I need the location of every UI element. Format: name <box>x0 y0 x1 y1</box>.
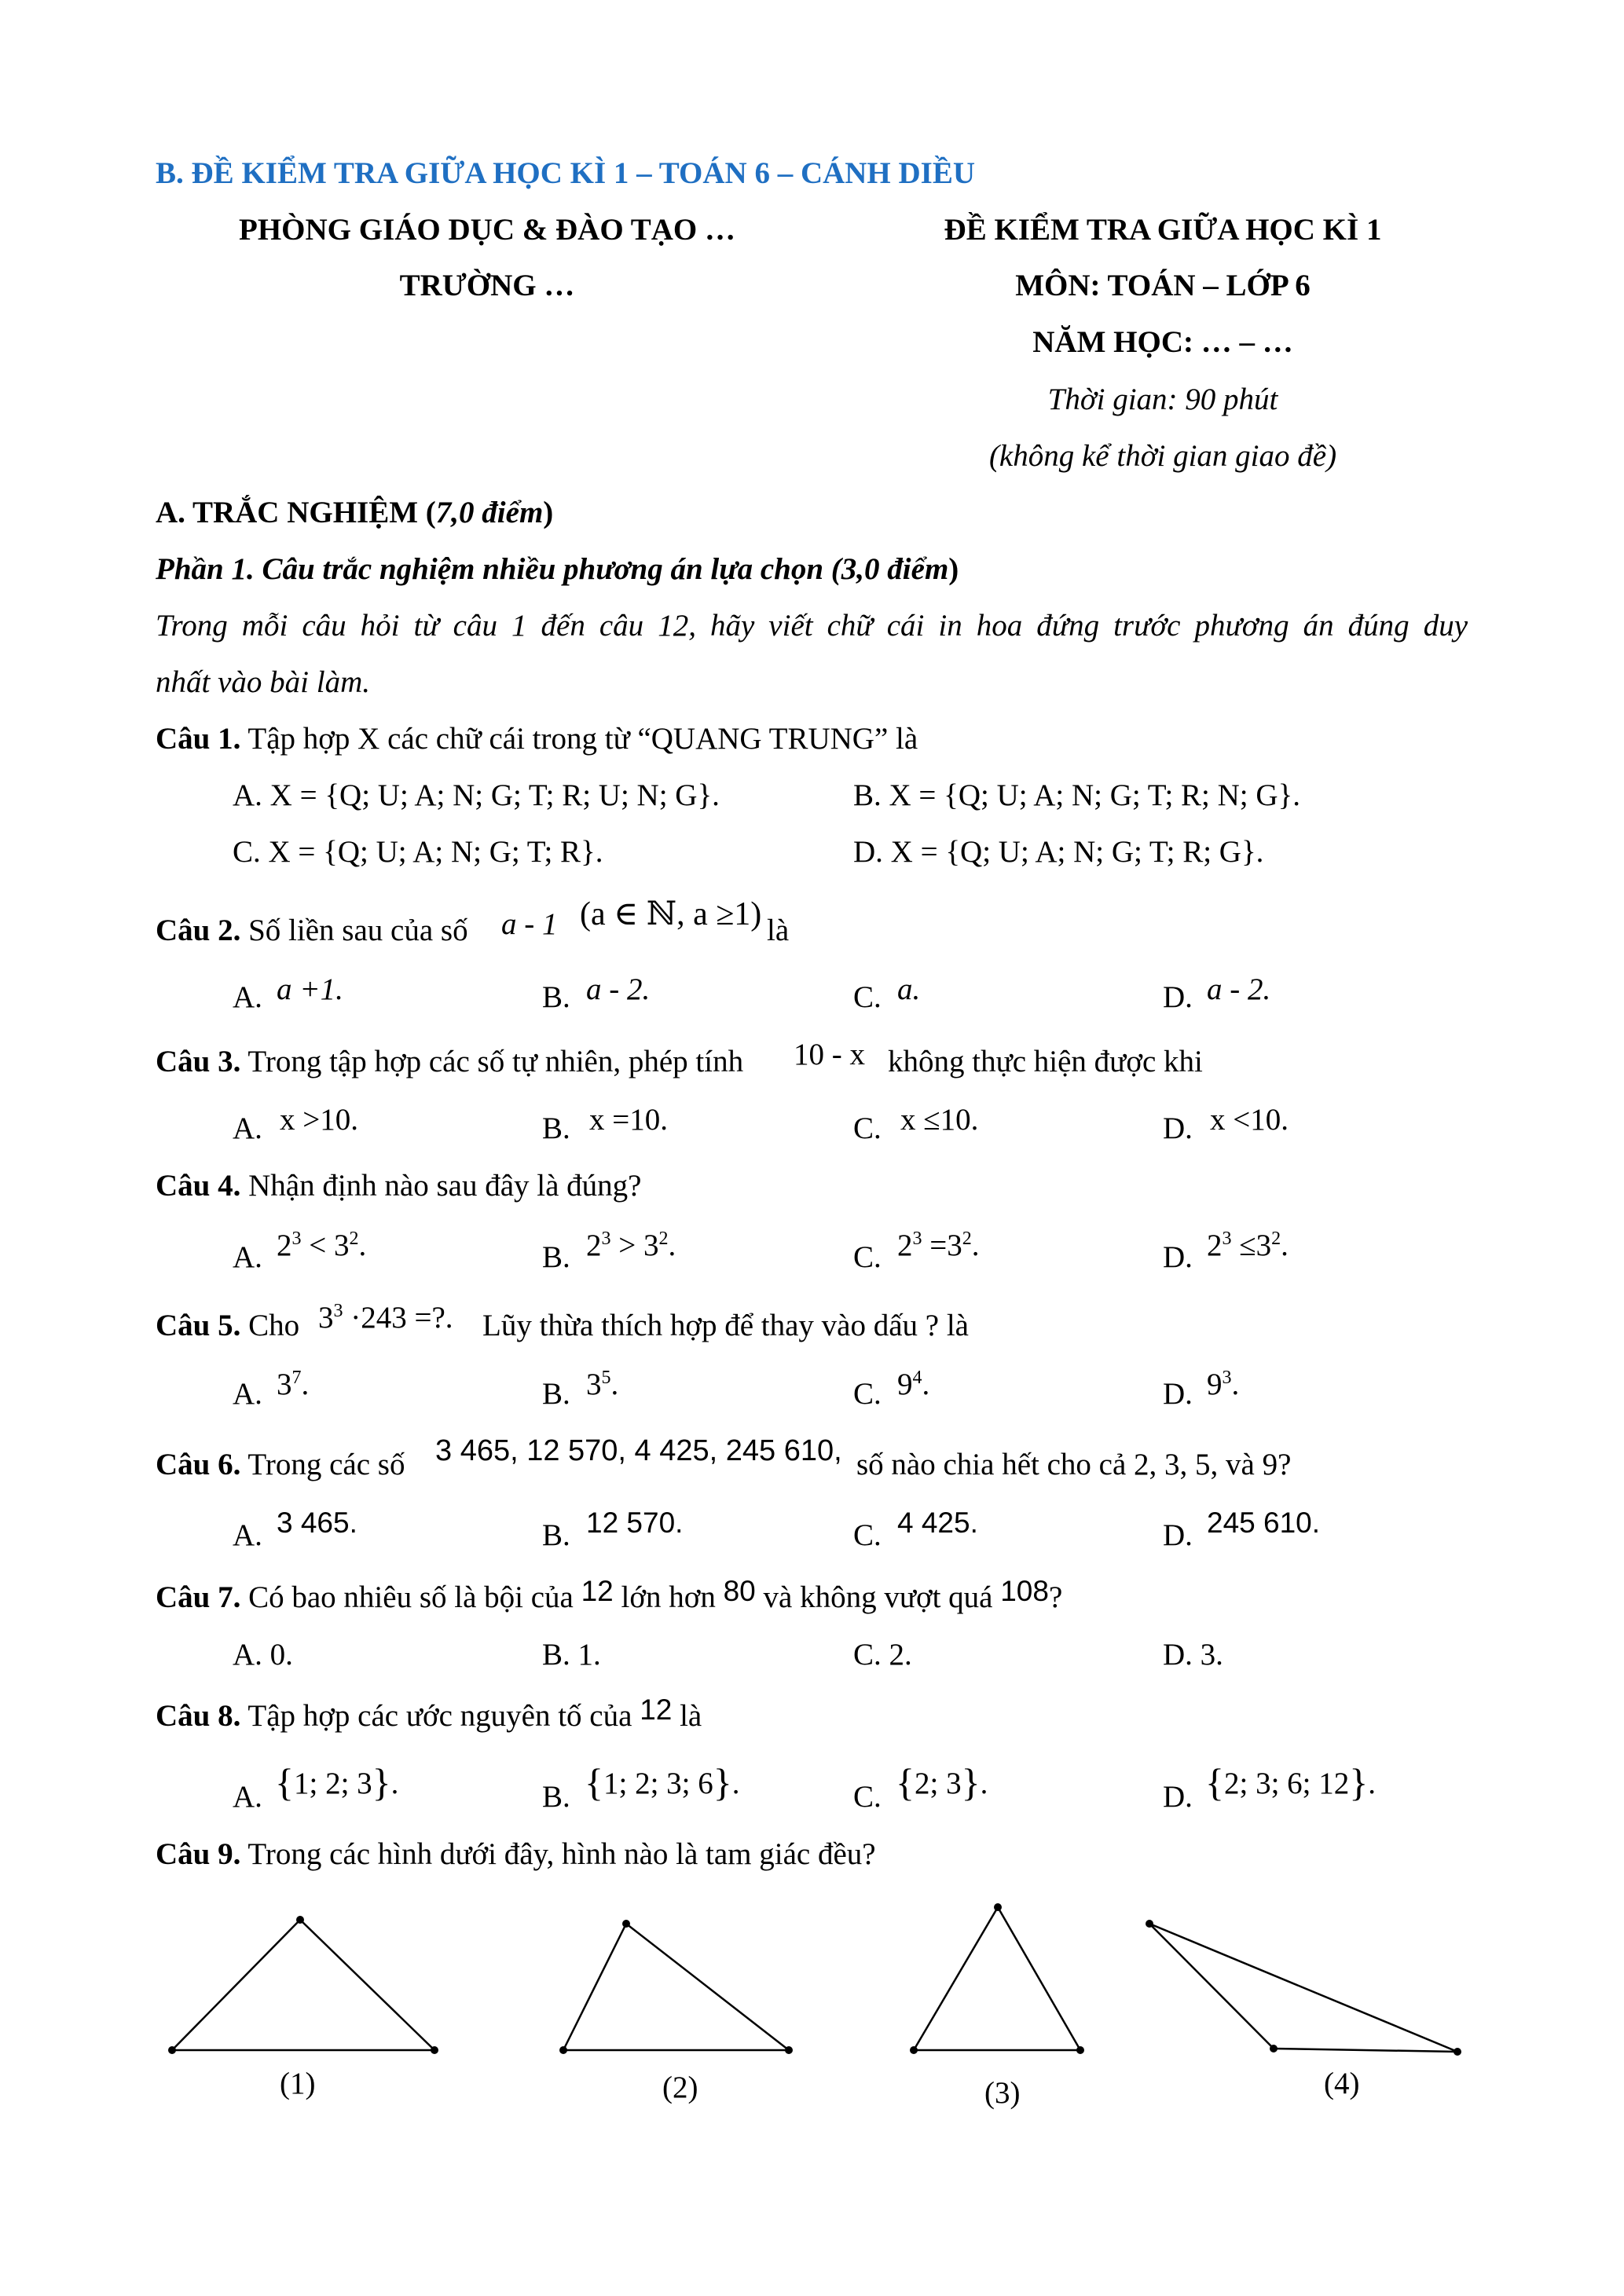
q3-letter-c: C. <box>853 1111 882 1145</box>
triangle-4 <box>1149 1924 1457 2052</box>
vertex <box>1270 2045 1278 2052</box>
set-elements: 1; 2; 3 <box>294 1767 372 1800</box>
q8-option-d: {2; 3; 6; 12}. <box>1205 1760 1377 1804</box>
question-4-text: Nhận định nào sau đây là đúng? <box>248 1169 642 1203</box>
q1-option-b: B. X = {Q; U; A; N; G; T; R; N; G}. <box>853 778 1301 812</box>
q3-option-c: x ≤10. <box>900 1103 979 1137</box>
vertex <box>785 2046 793 2054</box>
question-7-label: Câu 7. <box>156 1580 241 1614</box>
q3-letter-d: D. <box>1163 1111 1193 1145</box>
q3-letter-a: A. <box>233 1111 262 1145</box>
section-a-points: 7,0 điểm <box>435 496 544 529</box>
school-year: NĂM HỌC: … – … <box>1032 325 1293 359</box>
q7-number-12: 12 <box>581 1575 614 1607</box>
q5-option-b: $3^5$. <box>586 1368 619 1401</box>
q7-text-3: và không vượt quá <box>763 1580 993 1614</box>
vertex <box>1146 1920 1153 1928</box>
q5-tail: Lũy thừa thích hợp để thay vào dấu ? là <box>482 1309 969 1342</box>
q5-option-a: $3^7$. <box>277 1368 310 1401</box>
q3-letter-b: B. <box>542 1111 570 1145</box>
vertex <box>622 1920 630 1928</box>
question-3-label: Câu 3. <box>156 1045 241 1078</box>
q7-text-2: lớn hơn <box>621 1580 716 1614</box>
base: 9 <box>1207 1368 1223 1401</box>
q5-option-c: $9^4$. <box>897 1368 930 1401</box>
q6-tail: số nào chia hết cho cả 2, 3, 5, và 9? <box>856 1448 1292 1481</box>
q5-letter-b: B. <box>542 1377 570 1411</box>
exponent: 3 <box>291 1229 302 1249</box>
base: 3 <box>318 1301 334 1335</box>
q7-number-80: 80 <box>723 1575 756 1607</box>
vertex <box>168 2046 176 2054</box>
q4-option-a: $2^3 < 3^2$. <box>277 1229 367 1262</box>
q5-option-d: $9^3$. <box>1207 1368 1240 1401</box>
department-name: PHÒNG GIÁO DỤC & ĐÀO TẠO … <box>239 213 735 247</box>
q8-letter-d: D. <box>1163 1780 1193 1814</box>
q7-option-c: C. 2. <box>853 1638 912 1672</box>
q8-option-b: {1; 2; 3; 6}. <box>585 1760 740 1804</box>
q8-option-c: {2; 3}. <box>896 1760 988 1804</box>
triangle-1 <box>172 1920 434 2050</box>
figure-label-1: (1) <box>280 2067 316 2100</box>
q2-letter-b: B. <box>542 980 570 1014</box>
q2-option-b: a - 2. <box>586 972 651 1006</box>
q6-letter-a: A. <box>233 1518 262 1552</box>
set-elements: 2; 3 <box>915 1767 962 1800</box>
q6-option-d: 245 610. <box>1207 1507 1321 1539</box>
question-2-label: Câu 2. <box>156 914 241 947</box>
rhs: < 3 <box>301 1229 350 1262</box>
rest: ·243 =?. <box>343 1301 453 1335</box>
exponent: 4 <box>912 1368 922 1388</box>
exponent: 3 <box>1222 1229 1232 1249</box>
question-5-label: Câu 5. <box>156 1309 241 1342</box>
exponent: 3 <box>912 1229 922 1249</box>
q8-letter-b: B. <box>542 1780 570 1814</box>
q2-letter-d: D. <box>1163 980 1193 1014</box>
figure-label-3: (3) <box>984 2076 1021 2110</box>
q4-option-d: $2^3 \le 3^2$. <box>1207 1229 1289 1262</box>
q6-letter-c: C. <box>853 1518 882 1552</box>
exponent: 5 <box>601 1368 611 1388</box>
exponent: 3 <box>1222 1368 1232 1388</box>
q6-letter-d: D. <box>1163 1518 1193 1552</box>
q5-letter-d: D. <box>1163 1377 1193 1411</box>
q6-option-a: 3 465. <box>277 1507 357 1539</box>
question-1-label: Câu 1. <box>156 722 241 756</box>
q2-option-a: a +1. <box>277 972 343 1006</box>
set-elements: 1; 2; 3; 6 <box>603 1767 713 1800</box>
question-1-text: Tập hợp X các chữ cái trong từ “QUANG TRUNG” là <box>247 722 918 756</box>
rhs: =3 <box>922 1229 962 1262</box>
instruction-line-2: nhất vào bài làm. <box>156 665 370 699</box>
triangle-2 <box>563 1924 789 2050</box>
school-name: TRƯỜNG … <box>399 269 575 302</box>
exam-title: ĐỀ KIỂM TRA GIỮA HỌC KÌ 1 <box>944 213 1382 247</box>
exponent: 2 <box>658 1229 669 1249</box>
q2-letter-c: C. <box>853 980 882 1014</box>
q6-option-b: 12 570. <box>586 1507 684 1539</box>
exponent: 2 <box>1271 1229 1281 1249</box>
vertex <box>994 1903 1002 1911</box>
q8-option-a: {1; 2; 3}. <box>275 1760 399 1804</box>
exponent: 2 <box>962 1229 972 1249</box>
q2-expression: a - 1 <box>501 907 558 941</box>
q2-option-c: a. <box>897 972 921 1006</box>
q8-letter-a: A. <box>233 1780 262 1814</box>
part1-close: ) <box>948 552 959 586</box>
q7-option-d: D. 3. <box>1163 1638 1223 1672</box>
q2-letter-a: A. <box>233 980 262 1014</box>
vertex <box>910 2046 918 2054</box>
q1-option-c: C. X = {Q; U; A; N; G; T; R}. <box>233 835 603 869</box>
q2-condition: (a ∈ ℕ, a ≥1) <box>580 896 762 932</box>
q4-letter-d: D. <box>1163 1240 1193 1274</box>
question-5-text: Cho <box>248 1309 300 1342</box>
document-heading: B. ĐỀ KIỂM TRA GIỮA HỌC KÌ 1 – TOÁN 6 – CÁNH DIỀU <box>156 156 976 190</box>
q7-number-108: 108 <box>1000 1575 1049 1607</box>
vertex <box>1076 2046 1084 2054</box>
exponent: 3 <box>333 1301 343 1321</box>
q6-option-c: 4 425. <box>897 1507 978 1539</box>
rhs: > 3 <box>610 1229 659 1262</box>
q7-question-mark: ? <box>1048 1580 1063 1614</box>
q4-option-b: $2^3 > 3^2$. <box>586 1229 676 1262</box>
q4-letter-a: A. <box>233 1240 262 1274</box>
question-6-label: Câu 6. <box>156 1448 241 1481</box>
base: 2 <box>897 1229 913 1262</box>
q5-letter-a: A. <box>233 1377 262 1411</box>
question-8-label: Câu 8. <box>156 1699 241 1733</box>
rhs: ≤3 <box>1231 1229 1272 1262</box>
q6-numbers: 3 465, 12 570, 4 425, 245 610, <box>435 1434 842 1467</box>
figure-label-2: (2) <box>662 2071 698 2104</box>
q3-expression: 10 - x <box>794 1038 865 1071</box>
vertex <box>1454 2048 1461 2056</box>
q7-option-b: B. 1. <box>542 1638 601 1672</box>
q7-option-a: A. 0. <box>233 1638 293 1672</box>
question-4-label: Câu 4. <box>156 1169 241 1203</box>
section-a-close: ) <box>543 496 554 529</box>
question-9-text: Trong các hình dưới đây, hình nào là tam giác đều? <box>247 1837 876 1871</box>
q3-option-b: x =10. <box>589 1103 668 1137</box>
q3-option-a: x >10. <box>280 1103 358 1137</box>
q1-option-d: D. X = {Q; U; A; N; G; T; R; G}. <box>853 835 1264 869</box>
q3-tail: không thực hiện được khi <box>888 1045 1203 1078</box>
question-6-text: Trong các số <box>247 1448 405 1481</box>
q5-letter-c: C. <box>853 1377 882 1411</box>
q2-tail: là <box>767 914 790 947</box>
base: 9 <box>897 1368 913 1401</box>
part1-label: Phần 1. Câu trắc nghiệm nhiều phương án lựa chọn ( <box>156 552 841 586</box>
exam-duration: Thời gian: 90 phút <box>1047 383 1278 416</box>
q8-text: Tập hợp các ước nguyên tố của <box>247 1699 632 1733</box>
base: 2 <box>277 1229 292 1262</box>
figure-label-4: (4) <box>1324 2067 1360 2100</box>
q1-option-a: A. X = {Q; U; A; N; G; T; R; U; N; G}. <box>233 778 720 812</box>
vertex <box>431 2046 438 2054</box>
base: 2 <box>1207 1229 1223 1262</box>
q8-letter-c: C. <box>853 1780 882 1814</box>
base: 3 <box>277 1368 292 1401</box>
exponent: 3 <box>601 1229 611 1249</box>
q3-option-d: x <10. <box>1210 1103 1289 1137</box>
section-a-label: A. TRẮC NGHIỆM ( <box>156 496 436 529</box>
q6-letter-b: B. <box>542 1518 570 1552</box>
duration-note: (không kể thời gian giao đề) <box>988 439 1337 473</box>
exponent: 2 <box>349 1229 359 1249</box>
question-2-text: Số liền sau của số <box>248 914 468 947</box>
question-3-text: Trong tập hợp các số tự nhiên, phép tính <box>247 1045 744 1078</box>
base: 3 <box>586 1368 602 1401</box>
exam-subject: MÔN: TOÁN – LỚP 6 <box>1015 269 1311 302</box>
vertex <box>296 1916 304 1924</box>
q4-letter-b: B. <box>542 1240 570 1274</box>
exponent: 7 <box>291 1368 302 1388</box>
vertex <box>559 2046 567 2054</box>
q8-tail: là <box>680 1699 702 1733</box>
part1-points: 3,0 điểm <box>841 552 949 586</box>
q4-letter-c: C. <box>853 1240 882 1274</box>
q7-text-1: Có bao nhiêu số là bội của <box>248 1580 574 1614</box>
triangle-3 <box>914 1907 1080 2050</box>
set-elements: 2; 3; 6; 12 <box>1224 1767 1350 1800</box>
question-9-label: Câu 9. <box>156 1837 241 1871</box>
instruction-line-1: Trong mỗi câu hỏi từ câu 1 đến câu 12, hãy viết chữ cái in hoa đứng trước phương án đúng duy <box>156 609 1468 643</box>
q8-number-12: 12 <box>640 1694 673 1726</box>
q4-option-c: $2^3 =3^2$. <box>897 1229 980 1262</box>
q2-option-d: a - 2. <box>1207 972 1271 1006</box>
base: 2 <box>586 1229 602 1262</box>
